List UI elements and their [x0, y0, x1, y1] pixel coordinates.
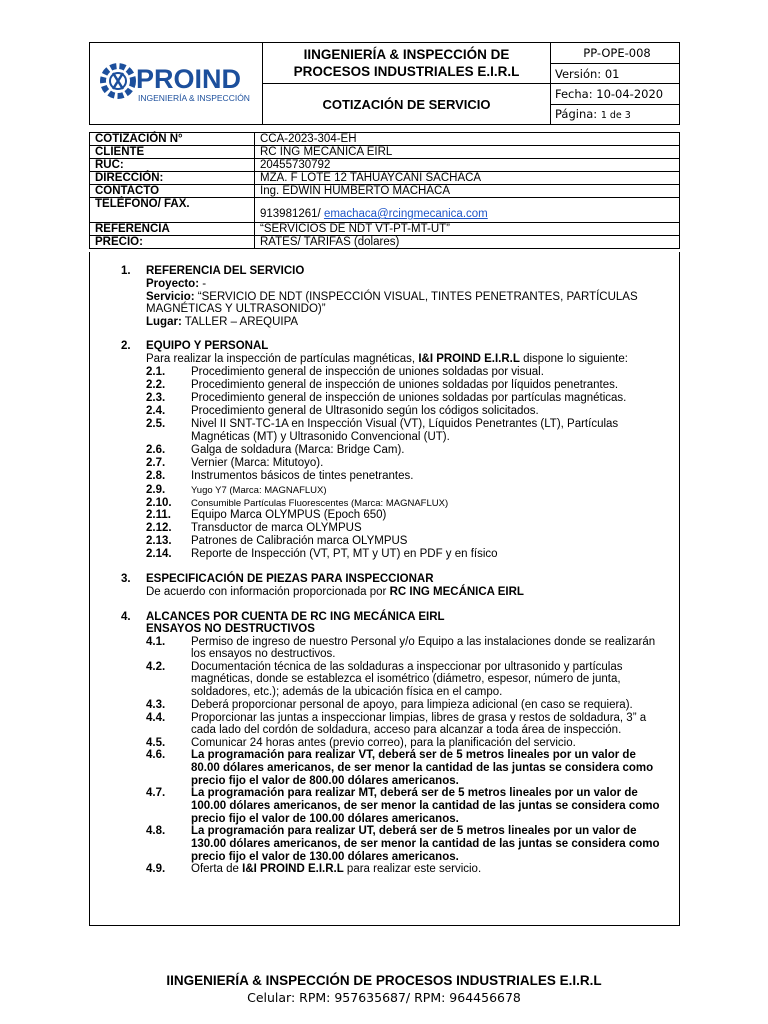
- item-number: 2.14.: [146, 548, 172, 560]
- section-title: ESPECIFICACIÓN DE PIEZAS PARA INSPECCIONAR: [146, 573, 434, 585]
- info-key: COTIZACIÓN N°: [90, 133, 255, 146]
- section-number: 3.: [121, 573, 131, 585]
- item-number: 2.13.: [146, 535, 172, 547]
- section-number: 2.: [121, 340, 131, 352]
- item-text: Permiso de ingreso de nuestro Personal y/o Equipo a las instalaciones donde se realizarán: [191, 636, 656, 648]
- item-number: 2.3.: [146, 392, 166, 404]
- company-name: IINGENIERÍA & INSPECCIÓN DE PROCESOS INDUSTRIALES E.I.R.L: [263, 43, 551, 84]
- doc-page: Página: 1 de 3: [551, 104, 680, 124]
- info-value: MZA. F LOTE 12 TAHUAYCANI SACHACA: [255, 172, 680, 185]
- item-number: 2.1.: [146, 366, 166, 378]
- item-text: Galga de soldadura (Marca: Bridge Cam).: [191, 444, 405, 456]
- item-text: Vernier (Marca: Mitutoyo).: [191, 457, 324, 469]
- item-text: Reporte de Inspección (VT, PT, MT y UT) en PDF y en físico: [191, 548, 498, 560]
- section-number: 1.: [121, 265, 131, 277]
- item-number: 2.4.: [146, 405, 166, 417]
- item-text: Nivel II SNT-TC-1A en Inspección Visual (VT), Líquidos Penetrantes (LT), Partículas: [191, 418, 619, 430]
- item-number: 4.2.: [146, 661, 166, 673]
- email-link[interactable]: emachaca@rcingmecanica.com: [323, 208, 488, 220]
- section-subtitle: ENSAYOS NO DESTRUCTIVOS: [146, 623, 315, 635]
- item-number: 4.5.: [146, 737, 166, 749]
- item-text: los ensayos no destructivos.: [191, 648, 336, 660]
- item-text: Yugo Y7 (Marca: MAGNAFLUX): [191, 485, 327, 496]
- logo-text: PROIND: [136, 64, 242, 94]
- document-header: [89, 42, 680, 125]
- quote-info-table: [89, 132, 680, 249]
- item-number: 2.12.: [146, 522, 172, 534]
- item-text: Procedimiento general de inspección de uniones soldadas por partículas magnéticas.: [191, 392, 627, 404]
- info-value: RATES/ TARIFAS (dolares): [255, 236, 680, 249]
- info-key: PRECIO:: [90, 236, 255, 249]
- item-text: Transductor de marca OLYMPUS: [191, 522, 362, 534]
- doc-version: Versión: 01: [551, 64, 680, 84]
- item-number: 4.3.: [146, 699, 166, 711]
- item-number: 2.9.: [146, 484, 166, 496]
- item-text: Equipo Marca OLYMPUS (Epoch 650): [191, 509, 387, 521]
- info-key: TELÉFONO/ FAX.: [90, 198, 255, 223]
- item-text: Procedimiento general de inspección de uniones soldadas por visual.: [191, 366, 544, 378]
- item-text: La programación para realizar MT, deberá ser de 5 metros lineales por un valor de: [191, 787, 638, 799]
- doc-title: COTIZACIÓN DE SERVICIO: [263, 84, 551, 125]
- item-number: 2.10.: [146, 497, 172, 509]
- section-title: EQUIPO Y PERSONAL: [146, 340, 269, 352]
- item-text: Deberá proporcionar personal de apoyo, para limpieza adicional (en caso se requiera).: [191, 699, 633, 711]
- item-text: 80.00 dólares americanos, de ser menor la cantidad de las juntas se considera como: [191, 762, 654, 774]
- info-value: CCA-2023-304-EH: [255, 133, 680, 146]
- item-text: Consumible Partículas Fluorescentes (Marca: MAGNAFLUX): [191, 498, 449, 509]
- item-text: Procedimiento general de Ultrasonido según los códigos solicitados.: [191, 405, 539, 417]
- info-key: RUC:: [90, 159, 255, 172]
- section-number: 4.: [121, 611, 131, 623]
- info-value: 20455730792: [255, 159, 680, 172]
- location-line: Lugar: TALLER – AREQUIPA: [146, 316, 299, 328]
- item-number: 4.7.: [146, 787, 166, 799]
- item-number: 4.1.: [146, 636, 166, 648]
- doc-code: PP-OPE-008: [551, 43, 680, 64]
- doc-date: Fecha: 10-04-2020: [551, 84, 680, 104]
- item-number: 2.11.: [146, 509, 171, 521]
- section-title: REFERENCIA DEL SERVICIO: [146, 265, 305, 277]
- info-value: 913981261/ emachaca@rcingmecanica.com: [255, 198, 680, 223]
- section-intro: Para realizar la inspección de partículas magnéticas, I&I PROIND E.I.R.L dispone lo siguiente:: [146, 353, 628, 365]
- item-text: La programación para realizar VT, deberá ser de 5 metros lineales por un valor de: [191, 749, 636, 761]
- item-text: 100.00 dólares americanos, de ser menor la cantidad de las juntas se considera como: [191, 800, 660, 812]
- item-number: 4.4.: [146, 712, 166, 724]
- item-text: Procedimiento general de inspección de uniones soldadas por líquidos penetrantes.: [191, 379, 619, 391]
- item-number: 4.9.: [146, 863, 166, 875]
- info-key: CLIENTE: [90, 146, 255, 159]
- item-number: 2.8.: [146, 470, 166, 482]
- footer-company: IINGENIERÍA & INSPECCIÓN DE PROCESOS INDUSTRIALES E.I.R.L: [166, 973, 602, 988]
- logo: [90, 43, 263, 125]
- item-text: precio fijo el valor de 800.00 dólares americanos.: [191, 775, 459, 787]
- item-text: Proporcionar las juntas a inspeccionar limpias, libres de grasa y restos de soldadura, 3” a: [191, 712, 647, 724]
- info-value: Ing. EDWIN HUMBERTO MACHACA: [255, 185, 680, 198]
- item-text: precio fijo el valor de 130.00 dólares americanos.: [191, 851, 459, 863]
- item-text: Instrumentos básicos de tintes penetrantes.: [191, 470, 414, 482]
- item-text: Comunicar 24 horas antes (previo correo), para la planificación del servicio.: [191, 737, 576, 749]
- project-line: Proyecto: -: [146, 278, 207, 290]
- item-text-2: Magnéticas (MT) y Ultrasonido Convencional (UT).: [191, 431, 450, 443]
- info-key: REFERENCIA: [90, 223, 255, 236]
- item-number: 4.8.: [146, 825, 166, 837]
- footer-contact: Celular: RPM: 957635687/ RPM: 964456678: [247, 990, 521, 1005]
- info-key: CONTACTO: [90, 185, 255, 198]
- proind-logo-icon: [96, 51, 256, 111]
- item-number: 2.2.: [146, 379, 166, 391]
- item-text: soldadores, etc.); además de la ubicación física en el campo.: [191, 686, 503, 698]
- item-text: magnéticas, donde se establezca el isométrico (diámetro, espesor, número de junta,: [191, 673, 621, 685]
- item-number: 2.6.: [146, 444, 166, 456]
- item-text: Documentación técnica de las soldaduras a inspeccionar por ultrasonido y partículas: [191, 661, 623, 673]
- item-text: 130.00 dólares americanos, de ser menor la cantidad de las juntas se considera como: [191, 838, 660, 850]
- item-text: Oferta de I&I PROIND E.I.R.L para realizar este servicio.: [191, 863, 482, 875]
- item-number: 2.5.: [146, 418, 166, 430]
- logo-subtext: INGENIERÍA & INSPECCIÓN: [138, 93, 250, 103]
- info-value: “SERVICIOS DE NDT VT-PT-MT-UT”: [255, 223, 680, 236]
- item-number: 4.6.: [146, 749, 166, 761]
- item-text: La programación para realizar UT, deberá ser de 5 metros lineales por un valor de: [191, 825, 637, 837]
- service-line: Servicio: “SERVICIO DE NDT (INSPECCIÓN VISUAL, TINTES PENETRANTES, PARTÍCULAS: [146, 291, 638, 303]
- section-title: ALCANCES POR CUENTA DE RC ING MECÁNICA EIRL: [146, 611, 445, 623]
- info-key: DIRECCIÓN:: [90, 172, 255, 185]
- item-text: cada lado del cordón de soldadura, acceso para alcanzar a toda área de inspección.: [191, 724, 622, 736]
- section-text: De acuerdo con información proporcionada por RC ING MECÁNICA EIRL: [146, 586, 524, 598]
- service-line-2: MAGNÉTICAS Y ULTRASONIDO)”: [146, 303, 326, 315]
- item-number: 2.7.: [146, 457, 166, 469]
- item-text: Patrones de Calibración marca OLYMPUS: [191, 535, 408, 547]
- item-text: precio fijo el valor de 100.00 dólares americanos.: [191, 813, 459, 825]
- info-value: RC ING MECANICA EIRL: [255, 146, 680, 159]
